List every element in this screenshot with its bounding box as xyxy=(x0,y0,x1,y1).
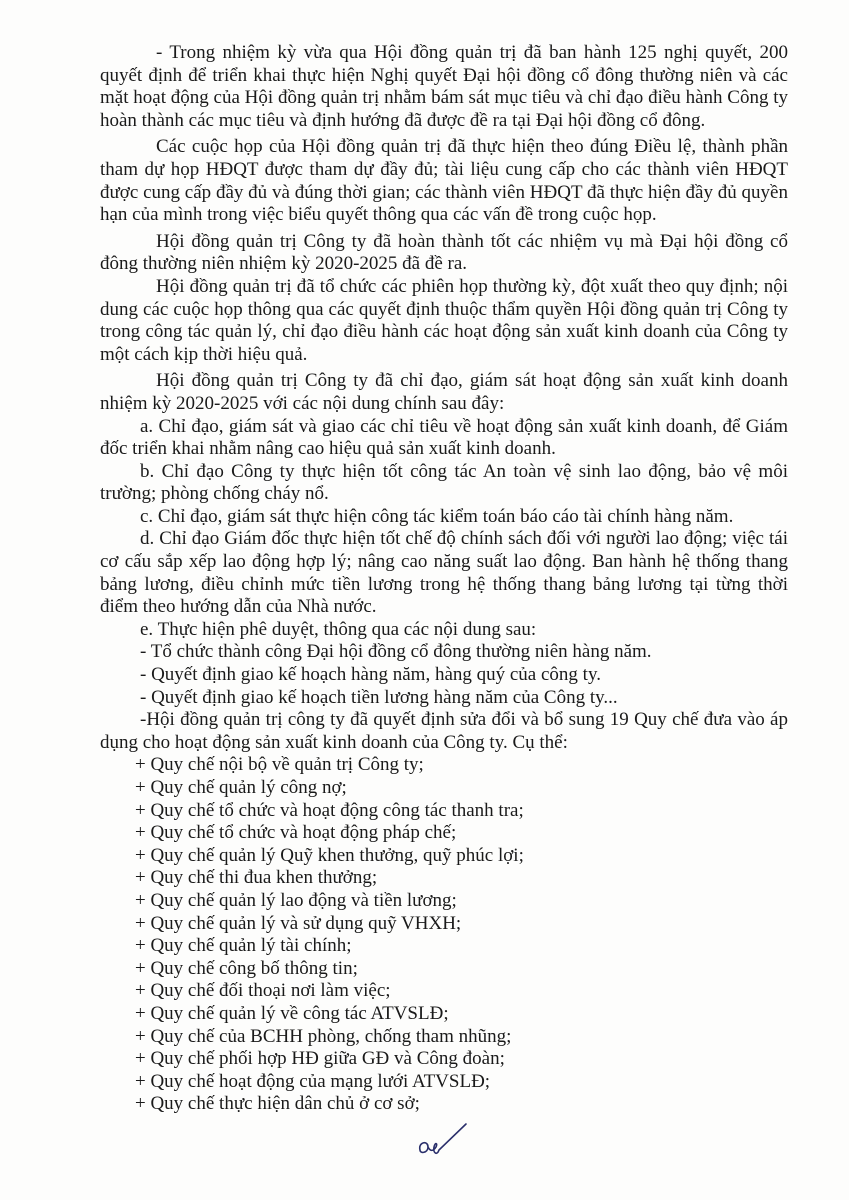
item-e-3: - Quyết định giao kế hoạch tiền lương hàng năm của Công ty... xyxy=(140,686,618,708)
item-e: e. Thực hiện phê duyệt, thông qua các nội dung sau: xyxy=(140,618,537,640)
list-item: + Quy chế đối thoại nơi làm việc; xyxy=(135,980,391,1002)
item-b: b. Chỉ đạo Công ty thực hiện tốt công tác An toàn vệ sinh lao động, bảo vệ môi trường; phòng chống cháy nổ. xyxy=(100,460,788,505)
list-item: + Quy chế quản lý tài chính; xyxy=(135,935,352,957)
document-body xyxy=(100,42,788,1116)
paragraph-sessions: Hội đồng quản trị đã tổ chức các phiên họp thường kỳ, đột xuất theo quy định; nội dung các cuộc họp thông qua các quyết định thuộc thẩm quyền Hội đồng quản trị Công ty trong công tác quản lý, chỉ đạo điều hành các hoạt động sản xuất kinh doanh của Công ty một cách kịp thời hiệu quả. xyxy=(100,275,788,365)
item-a: a. Chỉ đạo, giám sát và giao các chỉ tiêu về hoạt động sản xuất kinh doanh, để Giám đốc triển khai nhằm nâng cao hiệu quả sản xuất kinh doanh. xyxy=(100,415,788,460)
list-item: + Quy chế công bố thông tin; xyxy=(135,957,358,979)
list-item: + Quy chế hoạt động của mạng lưới ATVSLĐ; xyxy=(135,1070,491,1092)
list-item: + Quy chế thực hiện dân chủ ở cơ sở; xyxy=(135,1093,420,1115)
paragraph-supervision: Hội đồng quản trị Công ty đã chỉ đạo, giám sát hoạt động sản xuất kinh doanh nhiệm kỳ 2020-2025 với các nội dung chính sau đây: xyxy=(100,370,788,414)
item-d: d. Chỉ đạo Giám đốc thực hiện tốt chế độ chính sách đối với người lao động; việc tái cơ cấu sắp xếp lao động hợp lý; nâng cao năng suất lao động. Ban hành hệ thống thang bảng lương, điều chỉnh mức tiền lương trong hệ thống thang bảng lương tại từng thời điểm theo hướng dẫn của Nhà nước. xyxy=(100,528,788,618)
regulation-list xyxy=(100,754,788,1116)
list-item: + Quy chế quản lý Quỹ khen thưởng, quỹ phúc lợi; xyxy=(135,844,524,866)
list-item: + Quy chế tổ chức và hoạt động pháp chế; xyxy=(135,822,457,844)
item-e-2: - Quyết định giao kế hoạch hàng năm, hàng quý của công ty. xyxy=(140,664,601,686)
list-item: + Quy chế tổ chức và hoạt động công tác thanh tra; xyxy=(135,799,524,821)
list-item: + Quy chế quản lý về công tác ATVSLĐ; xyxy=(135,1002,449,1024)
list-item: + Quy chế nội bộ về quản trị Công ty; xyxy=(135,754,424,776)
list-item: + Quy chế phối hợp HĐ giữa GĐ và Công đoàn; xyxy=(135,1048,505,1070)
item-c: c. Chỉ đạo, giám sát thực hiện công tác kiểm toán báo cáo tài chính hàng năm. xyxy=(140,505,734,527)
paragraph-meetings: Các cuộc họp của Hội đồng quản trị đã thực hiện theo đúng Điều lệ, thành phần tham dự họp HĐQT được tham dự đầy đủ; tài liệu cung cấp cho các thành viên HĐQT được cung cấp đầy đủ và đúng thời gian; các thành viên HĐQT đã thực hiện đầy đủ quyền hạn của mình trong việc biểu quyết thông qua các vấn đề trong cuộc họp. xyxy=(100,136,788,226)
list-item: + Quy chế quản lý và sử dụng quỹ VHXH; xyxy=(135,912,462,934)
list-item: + Quy chế quản lý công nợ; xyxy=(135,777,347,798)
list-item: + Quy chế thi đua khen thưởng; xyxy=(135,867,378,889)
item-e-1: - Tổ chức thành công Đại hội đồng cổ đông thường niên hàng năm. xyxy=(140,641,652,663)
handwritten-initials xyxy=(414,1120,474,1160)
paragraph-regulations-intro: -Hội đồng quản trị công ty đã quyết định sửa đổi và bổ sung 19 Quy chế đưa vào áp dụng cho hoạt động sản xuất kinh doanh của Công ty. Cụ thể: xyxy=(100,709,788,753)
paragraph-completed-tasks: Hội đồng quản trị Công ty đã hoàn thành tốt các nhiệm vụ mà Đại hội đồng cổ đông thường niên nhiệm kỳ 2020-2025 đã đề ra. xyxy=(100,230,788,275)
list-item: + Quy chế quản lý lao động và tiền lương; xyxy=(135,889,457,911)
list-item: + Quy chế của BCHH phòng, chống tham nhũng; xyxy=(135,1025,512,1047)
paragraph-resolutions: - Trong nhiệm kỳ vừa qua Hội đồng quản trị đã ban hành 125 nghị quyết, 200 quyết định để triển khai thực hiện Nghị quyết Đại hội đồng cổ đông thường niên và các mặt hoạt động của Hội đồng quản trị nhằm bám sát mục tiêu và chỉ đạo điều hành Công ty hoàn thành các mục tiêu và định hướng đã được đề ra tại Đại hội đồng cổ đông. xyxy=(100,42,788,131)
